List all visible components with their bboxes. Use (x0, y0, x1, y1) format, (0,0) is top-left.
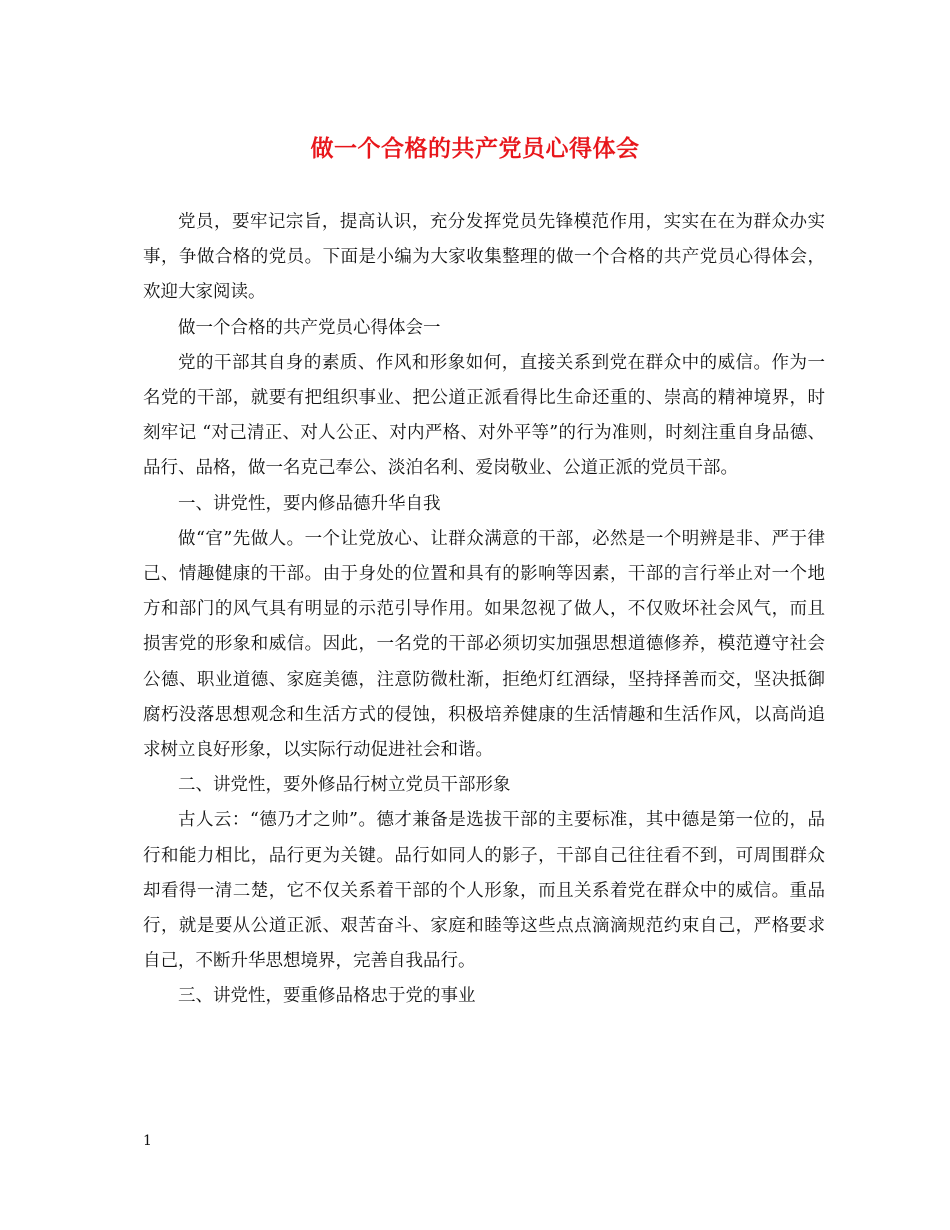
subsection-heading: 一、讲党性，要内修品德升华自我 (178, 493, 441, 514)
section-heading: 做一个合格的共产党员心得体会一 (178, 317, 441, 338)
subsection-heading: 二、讲党性，要外修品行树立党员干部形象 (178, 775, 511, 796)
document-title: 做一个合格的共产党员心得体会 (310, 135, 640, 162)
body-paragraph: 古人云：“德乃才之帅”。德才兼备是选拔干部的主要标准，其中德是第一位的，品行和能力相比，品行更为关键。品行如同人的影子，干部自己往往看不到，可周围群众却看得一清二楚，它不仅关系着干部的个人形象，而且关系着党在群众中的威信。重品行，就是要从公道正派、艰苦奋斗、家庭和睦等这些点点滴滴规范约束自己，严格要求自己，不断升华思想境界，完善自我品行。 (143, 810, 825, 972)
document-body (143, 205, 825, 1015)
body-paragraph: 做“官”先做人。一个让党放心、让群众满意的干部，必然是一个明辨是非、严于律己、情趣健康的干部。由于身处的位置和具有的影响等因素，干部的言行举止对一个地方和部门的风气具有明显的示范引导作用。如果忽视了做人，不仅败坏社会风气，而且损害党的形象和威信。因此，一名党的干部必须切实加强思想道德修养，模范遵守社会公德、职业道德、家庭美德，注意防微杜渐，拒绝灯红酒绿，坚持择善而交，坚决抵御腐朽没落思想观念和生活方式的侵蚀，积极培养健康的生活情趣和生活作风，以高尚追求树立良好形象，以实际行动促进社会和谐。 (143, 528, 825, 761)
subsection-heading: 三、讲党性，要重修品格忠于党的事业 (178, 986, 476, 1007)
intro-paragraph: 党员，要牢记宗旨，提高认识，充分发挥党员先锋模范作用，实实在在为群众办实事，争做合格的党员。下面是小编为大家收集整理的做一个合格的共产党员心得体会，欢迎大家阅读。 (143, 212, 825, 303)
page-number: 1 (143, 1133, 152, 1149)
body-paragraph: 党的干部其自身的素质、作风和形象如何，直接关系到党在群众中的威信。作为一名党的干部，就要有把组织事业、把公道正派看得比生命还重的、崇高的精神境界，时刻牢记 “对己清正、对人公正、对内严格、对外平等”的行为准则，时刻注重自身品德、品行、品格，做一名克己奉公、淡泊名利、爱岗敬业、公道正派的党员干部。 (143, 352, 825, 479)
